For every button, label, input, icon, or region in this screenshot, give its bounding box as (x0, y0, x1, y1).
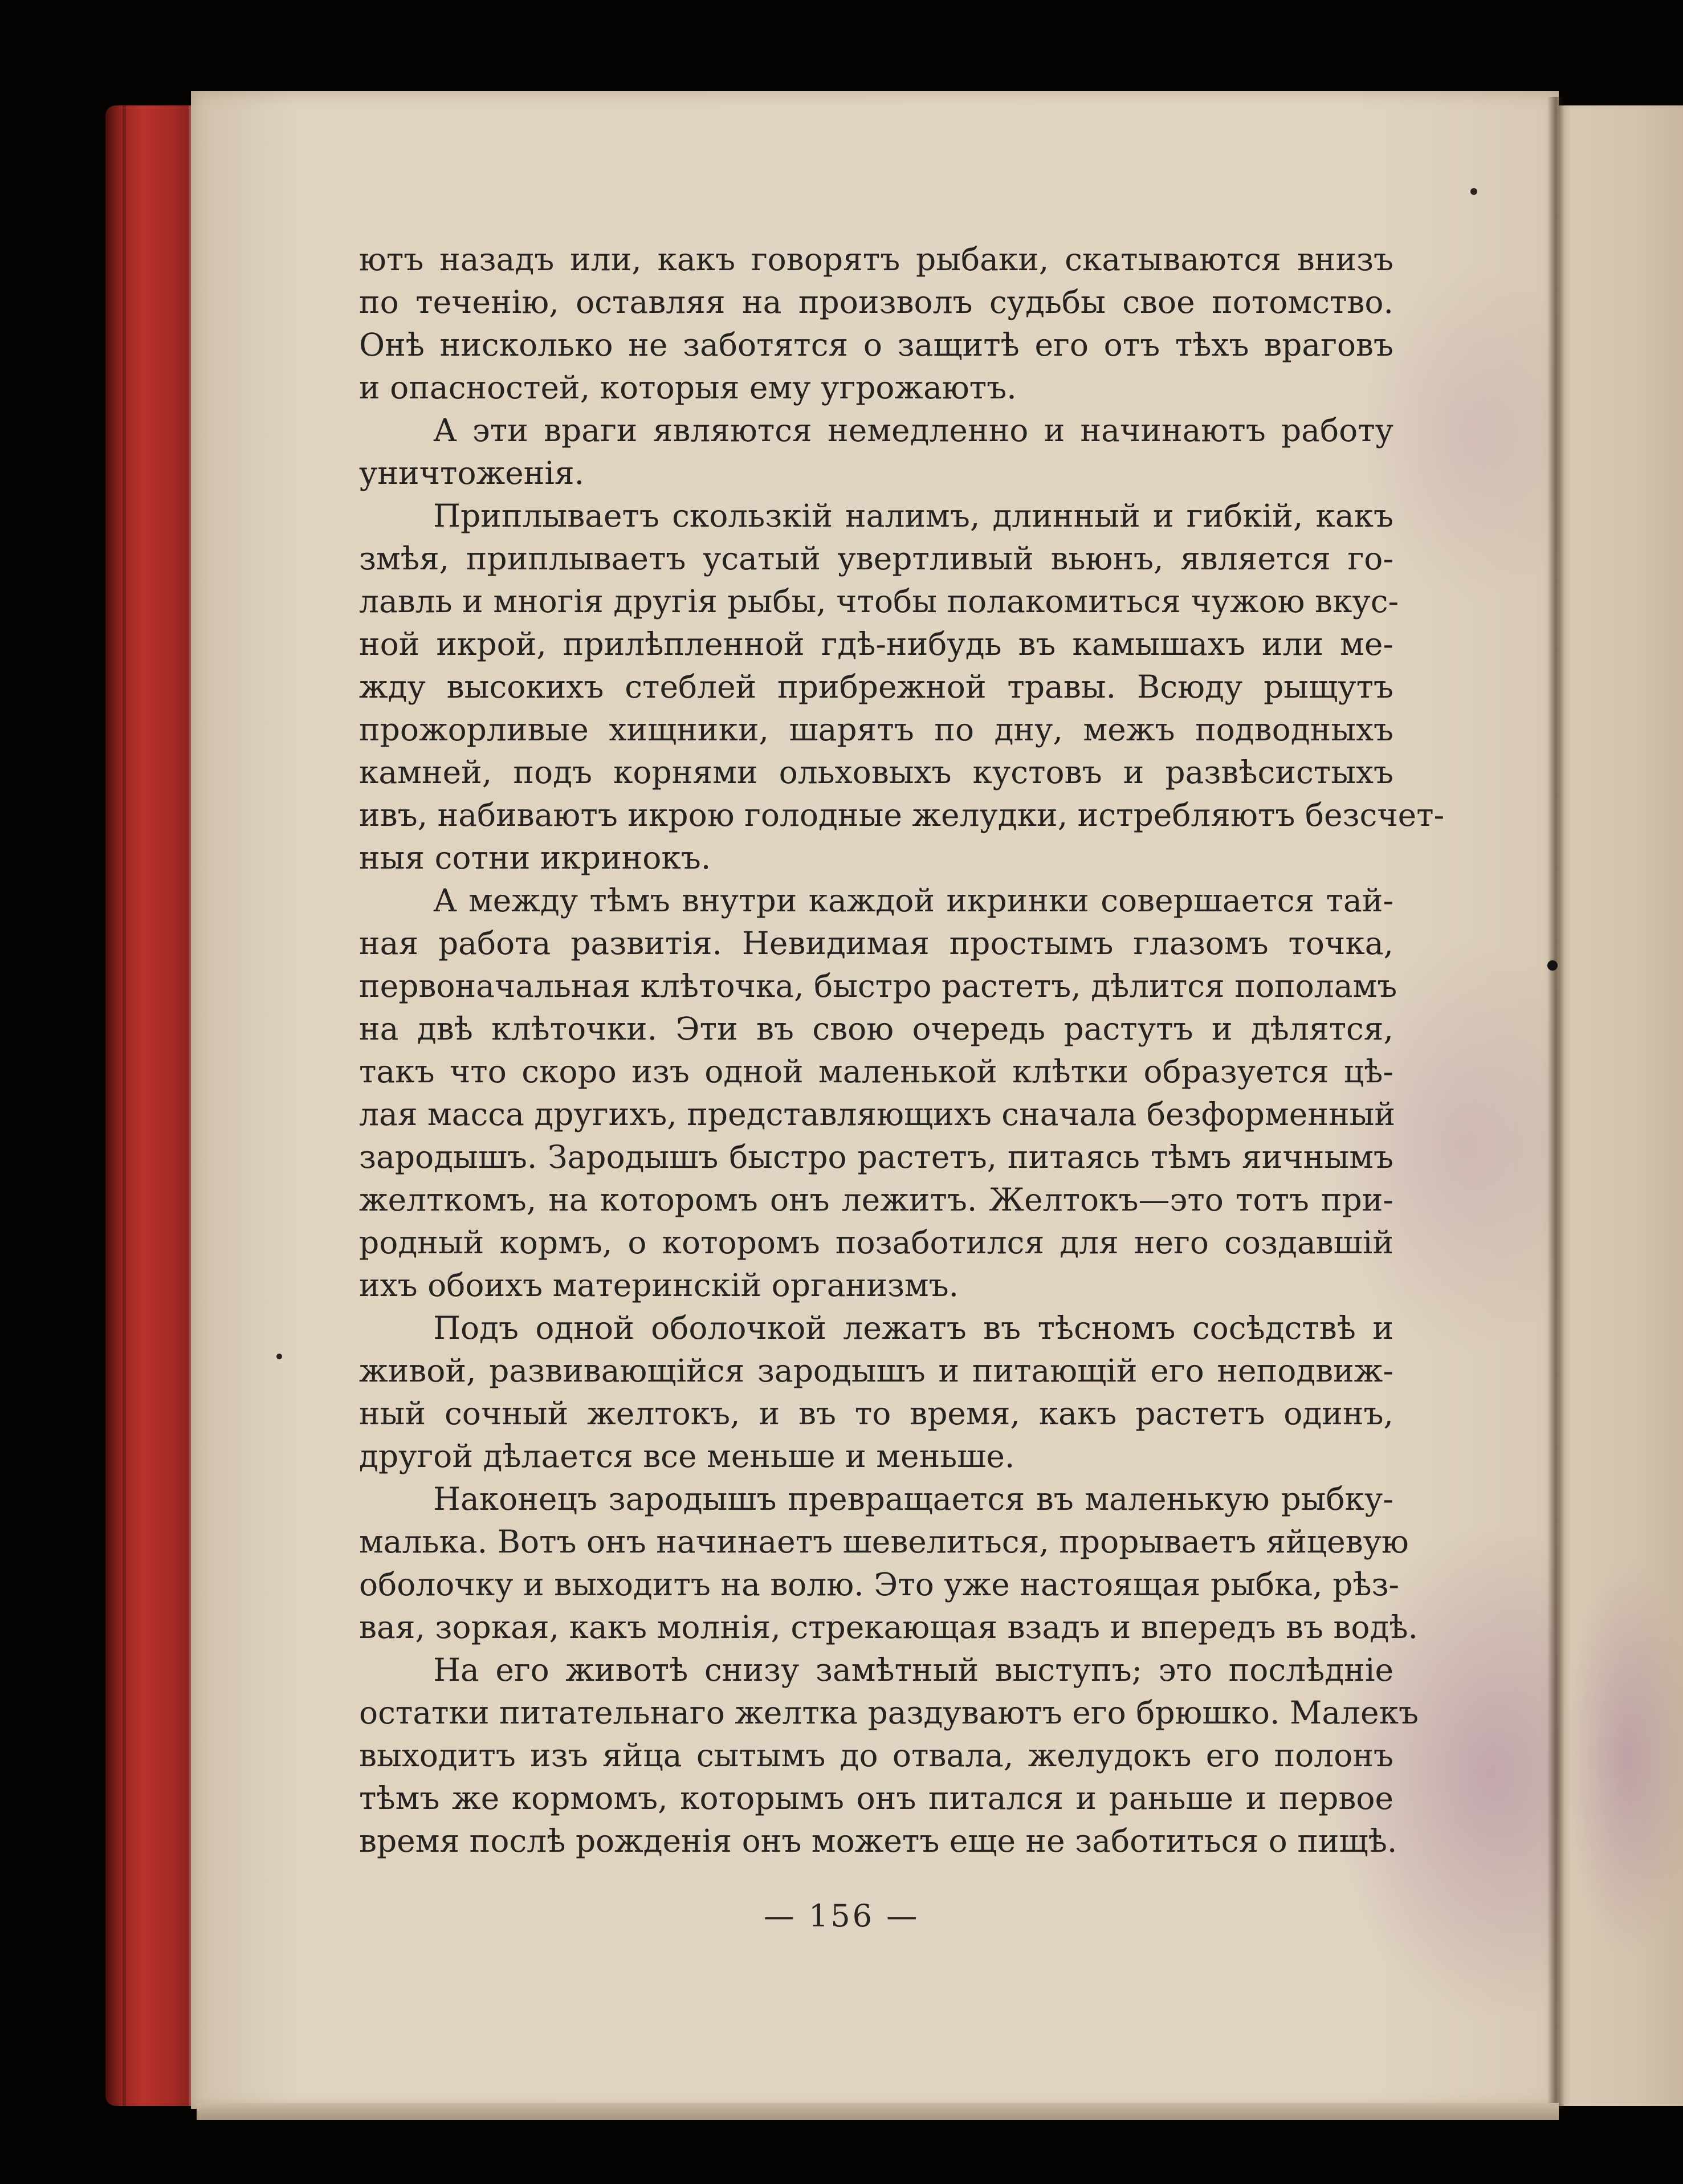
page-number: — 156 — (763, 1898, 920, 1934)
text-line: ныя сотни икринокъ. (359, 840, 711, 876)
text-line: и опасностей, которыя ему угрожаютъ. (359, 369, 1017, 406)
text-line: вая, зоркая, какъ молнія, стрекающая взадъ и впередъ въ водѣ. (359, 1609, 1418, 1645)
text-line: оболочку и выходитъ на волю. Это уже настоящая рыбка, рѣз- (359, 1566, 1400, 1603)
text-line: Онѣ нисколько не заботятся о защитѣ его отъ тѣхъ враговъ (359, 327, 1393, 363)
paper-speck (276, 1354, 282, 1359)
text-line: На его животѣ снизу замѣтный выступъ; это послѣдніе (433, 1652, 1393, 1688)
text-line: первоначальная клѣточка, быстро растетъ, дѣлится пополамъ (359, 968, 1397, 1004)
text-line: А эти враги являются немедленно и начинаютъ работу (433, 412, 1393, 449)
text-line: ивъ, набиваютъ икрою голодные желудки, истребляютъ безсчет- (359, 797, 1445, 833)
text-line: уничтоженія. (359, 455, 585, 491)
text-line: ной икрой, прилѣпленной гдѣ-нибудь въ камышахъ или ме- (359, 626, 1393, 662)
text-line: малька. Вотъ онъ начинаетъ шевелиться, прорываетъ яйцевую (359, 1523, 1409, 1560)
text-line: на двѣ клѣточки. Эти въ свою очередь растутъ и дѣлятся, (359, 1010, 1393, 1047)
text-line: зародышъ. Зародышъ быстро растетъ, питаясь тѣмъ яичнымъ (359, 1139, 1393, 1175)
paper-speck (1547, 960, 1558, 971)
text-line: лая масса другихъ, представляющихъ сначала безформенный (359, 1096, 1396, 1132)
text-line: ный сочный желтокъ, и въ то время, какъ растетъ одинъ, (359, 1395, 1393, 1432)
text-line: ная работа развитія. Невидимая простымъ глазомъ точка, (359, 925, 1393, 961)
text-line: другой дѣлается все меньше и меньше. (359, 1438, 1015, 1474)
text-line: Приплываетъ скользкій налимъ, длинный и гибкій, какъ (433, 498, 1393, 534)
text-line: Наконецъ зародышъ превращается въ маленькую рыбку- (433, 1481, 1393, 1517)
text-line: тѣмъ же кормомъ, которымъ онъ питался и раньше и первое (359, 1780, 1393, 1816)
text-line: выходитъ изъ яйца сытымъ до отвала, желудокъ его полонъ (359, 1737, 1393, 1774)
paper-speck (1470, 188, 1477, 195)
page-bottom-edge (197, 2103, 1559, 2120)
text-line: по теченію, оставляя на произволъ судьбы свое потомство. (359, 284, 1393, 320)
text-line: лавль и многія другія рыбы, чтобы полакомиться чужою вкус- (359, 583, 1399, 620)
text-line: живой, развивающійся зародышъ и питающій его неподвиж- (359, 1352, 1393, 1389)
text-line: ютъ назадъ или, какъ говорятъ рыбаки, скатываются внизъ (359, 241, 1393, 278)
text-line: такъ что скоро изъ одной маленькой клѣтки образуется цѣ- (359, 1053, 1393, 1090)
body-text (359, 238, 1445, 1863)
text-line: желткомъ, на которомъ онъ лежитъ. Желтокъ—это тотъ при- (359, 1181, 1393, 1218)
text-line: змѣя, приплываетъ усатый увертливый вьюнъ, является го- (359, 540, 1393, 577)
text-line: время послѣ рожденія онъ можетъ еще не заботиться о пищѣ. (359, 1823, 1397, 1859)
text-line: камней, подъ корнями ольховыхъ кустовъ и развѣсистыхъ (359, 754, 1393, 791)
text-line: остатки питательнаго желтка раздуваютъ его брюшко. Малекъ (359, 1694, 1419, 1731)
text-line: прожорливые хищники, шарятъ по дну, межъ подводныхъ (359, 711, 1393, 748)
text-line: А между тѣмъ внутри каждой икринки совершается тай- (433, 882, 1393, 919)
text-line: ихъ обоихъ материнскій организмъ. (359, 1267, 959, 1303)
facing-page (1559, 105, 1683, 2106)
text-line: жду высокихъ стеблей прибрежной травы. Всюду рыщутъ (359, 669, 1393, 705)
text-line: родный кормъ, о которомъ позаботился для него создавшій (359, 1224, 1393, 1261)
text-line: Подъ одной оболочкой лежатъ въ тѣсномъ сосѣдствѣ и (433, 1310, 1393, 1346)
book-page-edges (105, 105, 202, 2106)
book-gutter (1547, 97, 1564, 2109)
